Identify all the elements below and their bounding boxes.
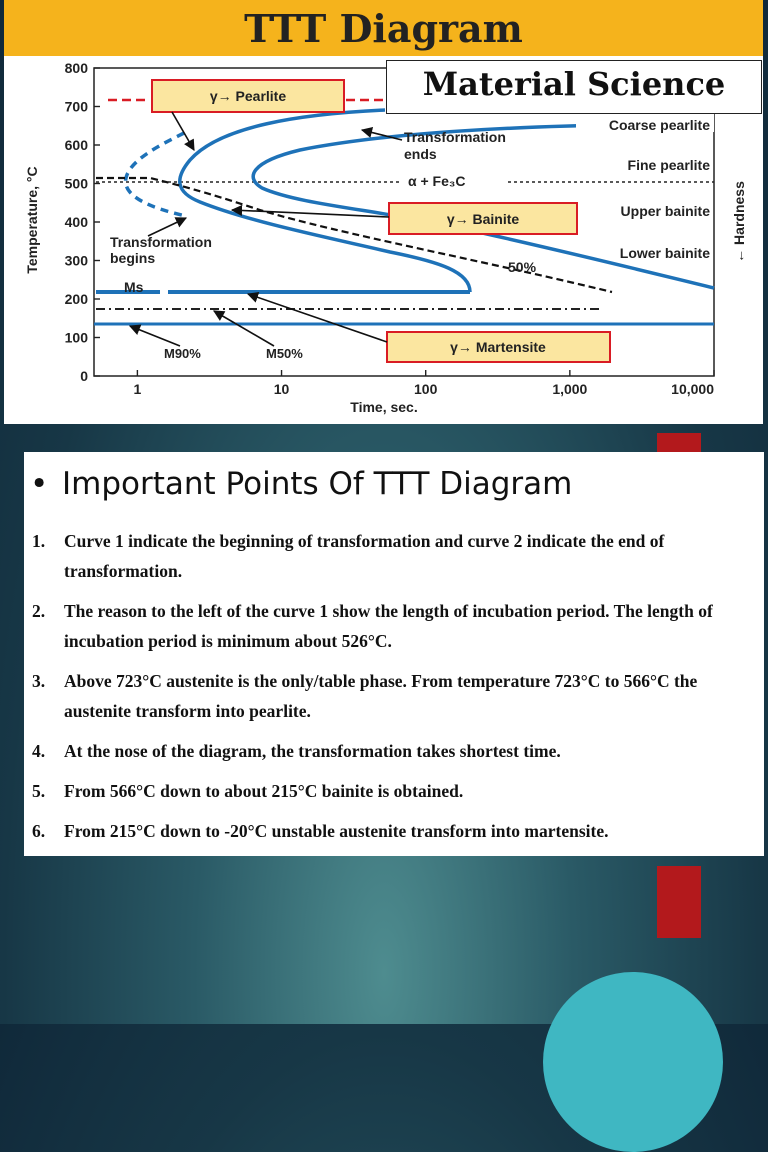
x-tick-label: 10: [273, 381, 290, 397]
point-number: 3.: [32, 671, 46, 691]
arrow-martensite-ms: [248, 294, 387, 342]
arrow-pearlite: [172, 112, 194, 150]
x-tick-label: 1: [133, 381, 142, 397]
x-tick-label: 1,000: [552, 381, 588, 397]
fifty-percent-label: 50%: [508, 259, 537, 275]
subtitle: Material Science: [422, 65, 726, 103]
subtitle-box: [386, 60, 762, 114]
leader-arrows: [130, 112, 402, 346]
martensite-label: γ→ Martensite: [450, 339, 546, 355]
y-tick-label: 600: [64, 137, 88, 153]
points-heading: [30, 466, 572, 502]
points-heading-text: Important Points Of TTT Diagram: [62, 466, 573, 502]
x-tick-label: 100: [414, 381, 438, 397]
bullet-icon: •: [30, 466, 49, 502]
y-tick-label: 300: [64, 252, 88, 269]
point-6: [32, 816, 762, 846]
y-axis-label: Temperature, °C: [24, 166, 40, 274]
point-number: 5.: [32, 781, 46, 801]
y-tick-label: 400: [64, 214, 88, 230]
structure-labels: [576, 114, 714, 261]
y-tick-label: 100: [64, 329, 88, 346]
point-text: The reason to the left of the curve 1 show the length of incubation period. The length of incubation period is minimum about 526°C.: [64, 601, 713, 651]
m50-label: M50%: [266, 346, 303, 361]
point-number: 1.: [32, 531, 46, 551]
m90-label: M90%: [164, 346, 201, 361]
decorative-red-bar-bottom: [657, 866, 701, 938]
point-text: At the nose of the diagram, the transformation takes shortest time.: [64, 741, 561, 761]
point-2: [32, 596, 762, 656]
point-number: 4.: [32, 741, 46, 761]
transformation-begins-dashed: [126, 133, 186, 216]
point-text: From 566°C down to about 215°C bainite is obtained.: [64, 781, 464, 801]
y-tick-label: 0: [80, 368, 88, 384]
upper-bainite-label: Upper bainite: [620, 203, 710, 219]
point-3: [32, 666, 762, 726]
x-axis-ticks: [133, 370, 714, 397]
y-tick-label: 500: [64, 175, 88, 192]
point-4: [32, 736, 762, 766]
arrow-m90: [130, 326, 180, 346]
point-5: [32, 776, 762, 806]
fine-pearlite-label: Fine pearlite: [627, 157, 710, 173]
point-text: Curve 1 indicate the beginning of transformation and curve 2 indicate the end of transformation.: [64, 531, 665, 581]
x-tick-label: 10,000: [671, 381, 714, 397]
transformation-ends-label: Transformation ends: [404, 129, 506, 162]
point-number: 6.: [32, 821, 46, 841]
point-text: From 215°C down to -20°C unstable austenite transform into martensite.: [64, 821, 609, 841]
y-tick-label: 700: [64, 98, 88, 115]
bainite-label: γ→ Bainite: [446, 211, 520, 227]
coarse-pearlite-label: Coarse pearlite: [608, 117, 710, 133]
arrow-m50: [214, 311, 274, 346]
points-panel: [24, 452, 764, 856]
page-title: TTT Diagram: [244, 6, 523, 51]
decorative-teal-circle: [543, 972, 723, 1152]
x-axis-label: Time, sec.: [350, 399, 418, 415]
alpha-fe3c-label: α + Fe₃C: [408, 173, 466, 189]
transformation-begins-label: Transformation begins: [110, 234, 212, 266]
y-tick-label: 800: [64, 60, 88, 76]
point-text: Above 723°C austenite is the only/table phase. From temperature 723°C to 566°C the austenite transform into pearlite.: [64, 671, 698, 721]
point-1: [32, 526, 762, 586]
point-number: 2.: [32, 601, 46, 621]
y-tick-label: 200: [64, 291, 88, 307]
pearlite-label: γ→ Pearlite: [209, 88, 287, 104]
ms-label: Ms: [124, 279, 144, 295]
hardness-axis-label: ← Hardness: [731, 181, 747, 263]
lower-bainite-label: Lower bainite: [619, 245, 710, 261]
points-list: [32, 526, 762, 846]
